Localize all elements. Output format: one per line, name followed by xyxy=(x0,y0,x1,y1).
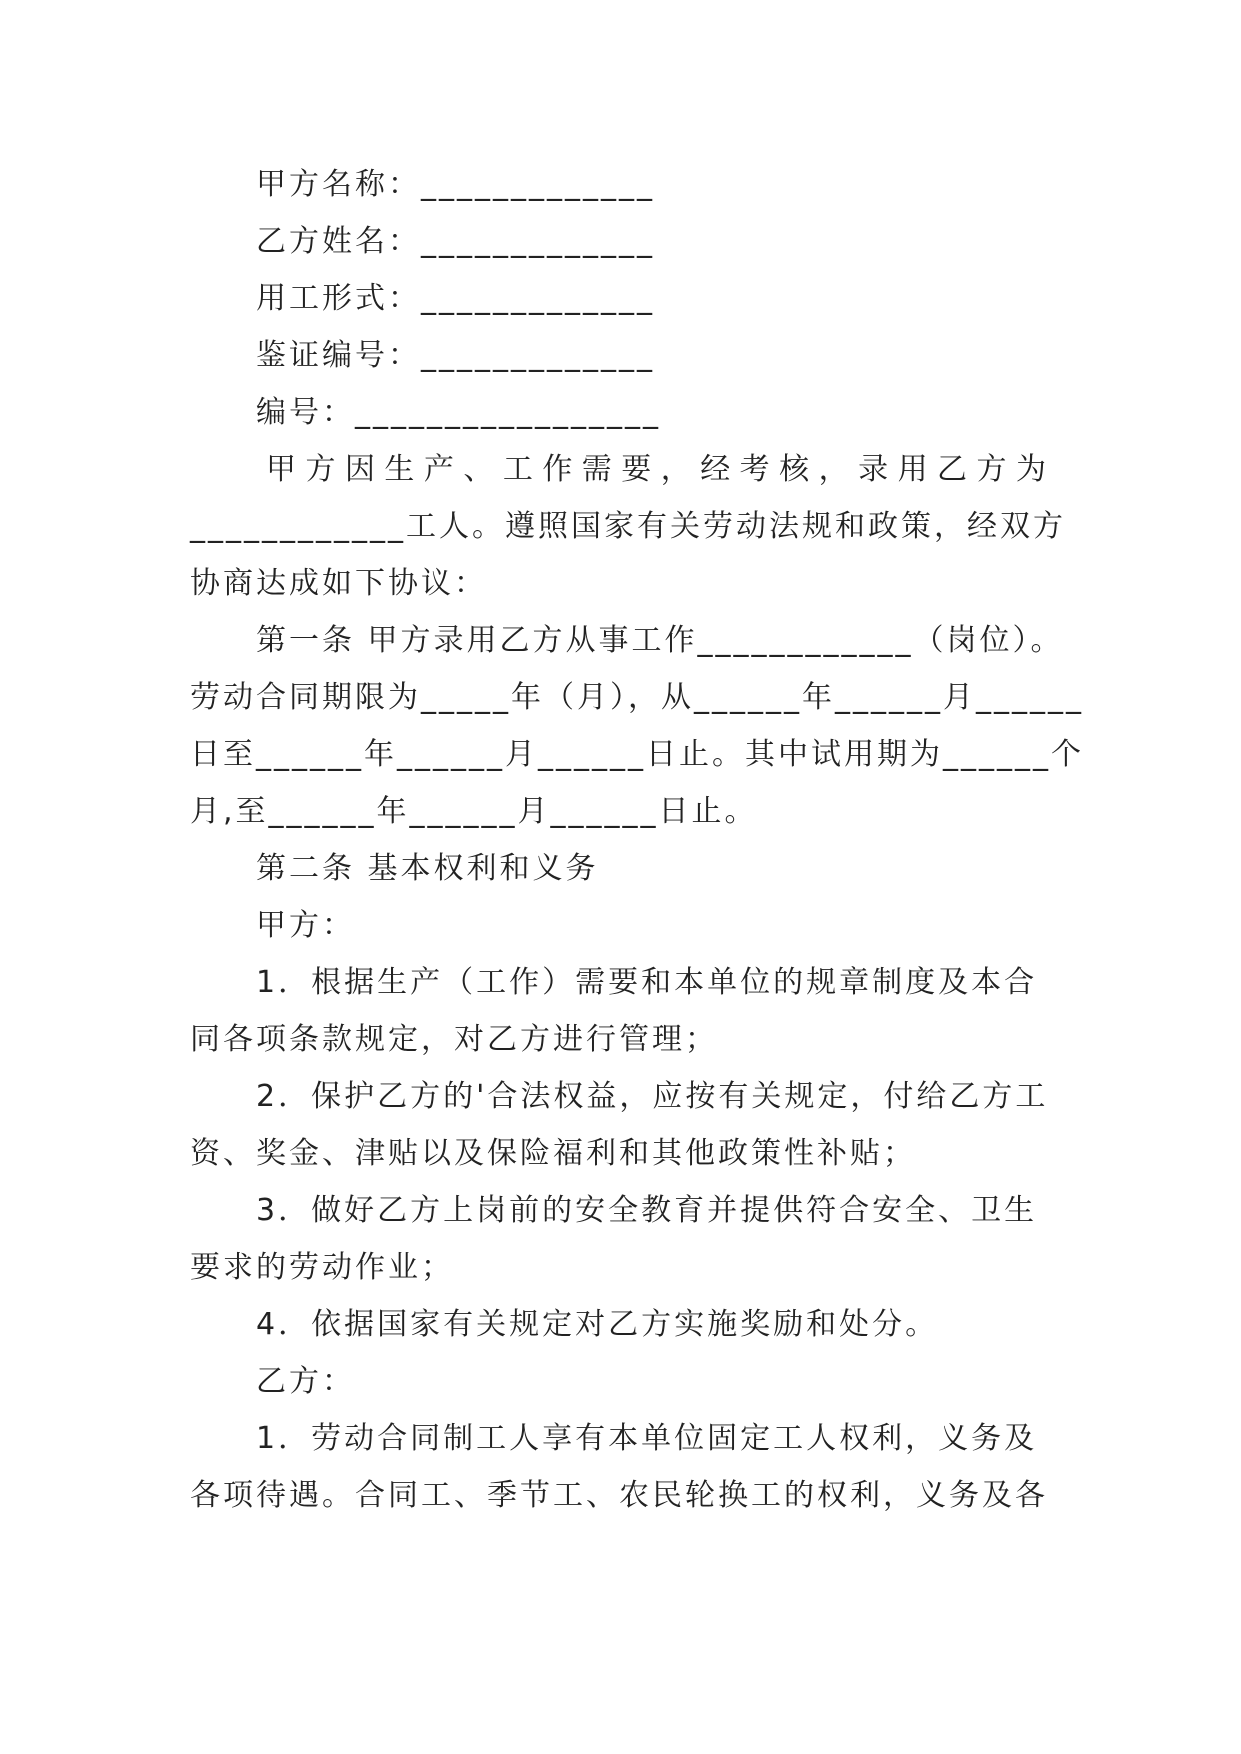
preamble-line-1: 甲方因生产、工作需要，经考核，录用乙方为 xyxy=(266,452,1046,487)
party-a-item-1-line-2: 同各项条款规定，对乙方进行管理； xyxy=(190,1022,718,1057)
field-party-a-name: 甲方名称：_____________ xyxy=(256,167,655,202)
party-b-item-1-line-1: 1．劳动合同制工人享有本单位固定工人权利，义务及 xyxy=(256,1421,1038,1456)
party-a-item-1-line-1: 1．根据生产（工作）需要和本单位的规章制度及本合 xyxy=(256,965,1038,1000)
article1-line-2: 劳动合同期限为_____年（月），从______年______月______ xyxy=(190,680,1084,715)
article1-line-1: 第一条 甲方录用乙方从事工作____________（岗位）。 xyxy=(256,623,1064,658)
preamble-line-2: ____________工人。遵照国家有关劳动法规和政策，经双方 xyxy=(190,509,1066,544)
field-employment-form: 用工形式：_____________ xyxy=(256,281,655,316)
party-b-label: 乙方： xyxy=(256,1364,355,1399)
party-a-item-2-line-1: 2．保护乙方的'合法权益，应按有关规定，付给乙方工 xyxy=(256,1079,1049,1114)
party-a-item-3-line-2: 要求的劳动作业； xyxy=(190,1250,454,1285)
party-b-item-1-line-2: 各项待遇。合同工、季节工、农民轮换工的权利，义务及各 xyxy=(190,1478,1048,1513)
article2-title: 第二条 基本权利和义务 xyxy=(256,851,599,886)
field-party-b-name: 乙方姓名：_____________ xyxy=(256,224,655,259)
party-a-item-3-line-1: 3．做好乙方上岗前的安全教育并提供符合安全、卫生 xyxy=(256,1193,1038,1228)
party-a-item-4: 4．依据国家有关规定对乙方实施奖励和处分。 xyxy=(256,1307,939,1342)
field-number: 编号：_________________ xyxy=(256,395,661,430)
party-a-item-2-line-2: 资、奖金、津贴以及保险福利和其他政策性补贴； xyxy=(190,1136,916,1171)
article1-line-3: 日至______年______月______日止。其中试用期为______个 xyxy=(190,737,1084,772)
preamble-line-3: 协商达成如下协议： xyxy=(190,566,487,601)
field-verification-number: 鉴证编号：_____________ xyxy=(256,338,655,373)
article1-line-4: 月,至______年______月______日止。 xyxy=(190,794,758,829)
party-a-label: 甲方： xyxy=(256,908,355,943)
